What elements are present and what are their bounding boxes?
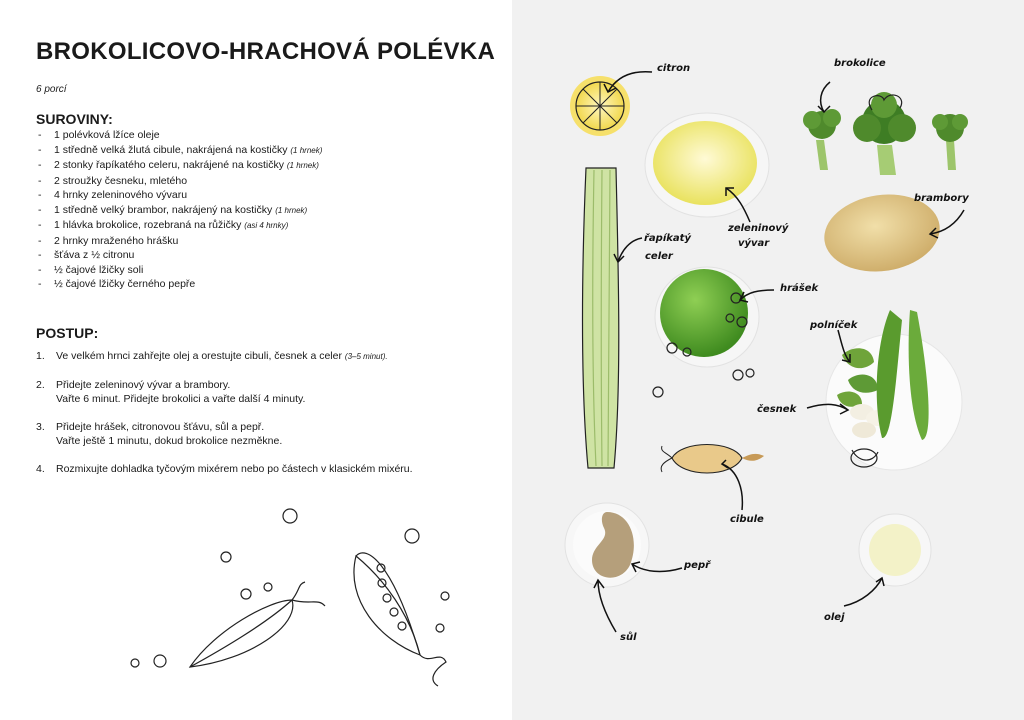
label-zeleninovy: zeleninový bbox=[728, 223, 789, 234]
ingredient-item: - 1 středně velký brambor, nakrájený na kostičky (1 hrnek) bbox=[36, 203, 322, 219]
page-title: BROKOLICOVO-HRACHOVÁ POLÉVKA bbox=[36, 38, 496, 65]
ingredient-item: - 4 hrnky zeleninového vývaru bbox=[36, 188, 322, 203]
label-pepr: pepř bbox=[684, 560, 711, 571]
herbs-and-garlic-plate bbox=[826, 310, 962, 470]
label-brokolice: brokolice bbox=[834, 58, 886, 69]
ingredient-item: - 2 hrnky mraženého hrášku bbox=[36, 234, 322, 249]
step-item: 4. Rozmixujte dohladka tyčovým mixérem nebo po částech v klasickém mixéru. bbox=[36, 463, 413, 475]
ingredient-item: - 1 polévková lžíce oleje bbox=[36, 128, 322, 143]
servings: 6 porcí bbox=[36, 84, 67, 95]
ingredient-item: - 2 stroužky česneku, mletého bbox=[36, 174, 322, 189]
label-celer: celer bbox=[645, 251, 673, 262]
label-olej: olej bbox=[824, 612, 845, 623]
ingredients-heading: SUROVINY: bbox=[36, 111, 113, 127]
label-cesnek: česnek bbox=[757, 404, 797, 415]
ingredient-item: - šťáva z ½ citronu bbox=[36, 248, 322, 263]
celery-stalk bbox=[583, 168, 619, 468]
broccoli bbox=[803, 92, 968, 175]
label-hrasek: hrášek bbox=[780, 283, 819, 294]
ingredients-illustration bbox=[512, 0, 1024, 720]
ingredient-item: - 1 hlávka brokolice, rozebraná na růžičky (asi 4 hrnky) bbox=[36, 218, 322, 234]
step-item: 3. Přidejte hrášek, citronovou šťávu, sůl a pepř. Vařte ještě 1 minutu, dokud brokolice nezměkne. bbox=[36, 421, 283, 447]
steps-heading: POSTUP: bbox=[36, 325, 99, 341]
step-item: 2. Přidejte zeleninový vývar a brambory. Vařte 6 minut. Přidejte brokolici a vařte další 4 minuty. bbox=[36, 379, 306, 405]
peas-bowl bbox=[653, 267, 759, 397]
onion bbox=[661, 445, 764, 474]
step-item: 1. Ve velkém hrnci zahřejte olej a orestujte cibuli, česnek a celer (3–5 minut). bbox=[36, 350, 388, 362]
ingredients-photo bbox=[512, 0, 1024, 720]
label-cibule: cibule bbox=[730, 514, 764, 525]
oil-bowl bbox=[859, 514, 931, 586]
lemon-slice bbox=[570, 76, 630, 136]
ingredient-item: - ½ čajové lžičky černého pepře bbox=[36, 277, 322, 292]
ingredient-item: - ½ čajové lžičky soli bbox=[36, 263, 322, 278]
label-sul: sůl bbox=[620, 632, 637, 643]
ingredient-item: - 2 stonky řapíkatého celeru, nakrájené na kostičky (1 hrnek) bbox=[36, 158, 322, 174]
label-vyvar: vývar bbox=[738, 238, 770, 249]
label-citron: citron bbox=[657, 63, 691, 74]
label-rapikaty: řapíkatý bbox=[644, 233, 691, 244]
ingredient-item: - 1 středně velká žlutá cibule, nakrájená na kostičky (1 hrnek) bbox=[36, 143, 322, 159]
salt-pepper-bowl bbox=[565, 503, 649, 587]
broth-bowl bbox=[645, 113, 769, 217]
label-brambory: brambory bbox=[914, 193, 969, 204]
label-polnicek: polníček bbox=[810, 320, 858, 331]
